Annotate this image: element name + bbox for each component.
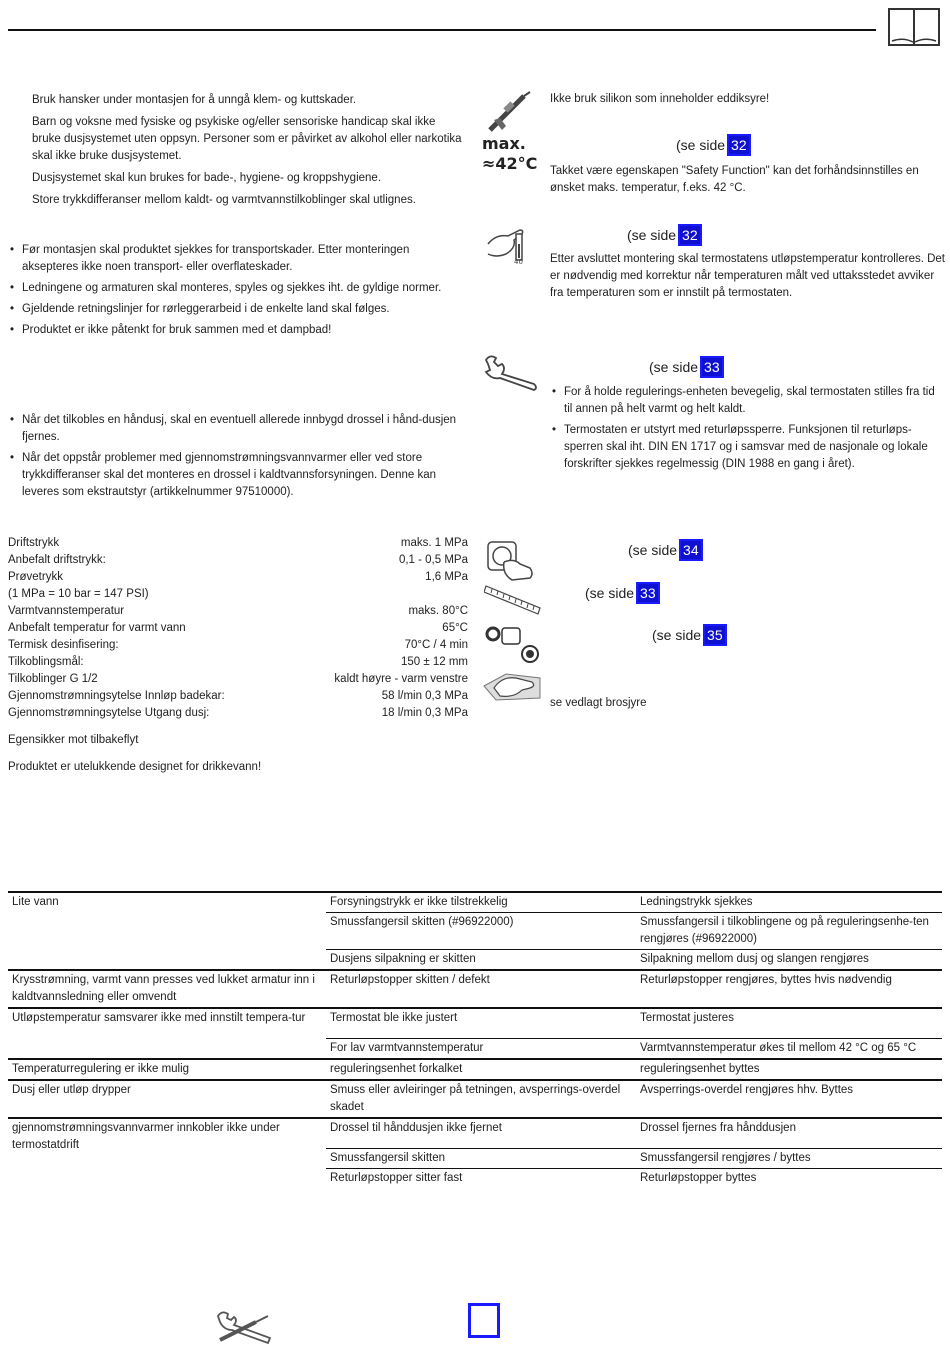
cause-cell: For lav varmtvannstemperatur (326, 1039, 636, 1060)
spec-value: 65°C (442, 622, 468, 634)
safety-item: Barn og voksne med fysiske og psykiske og/eller sensoriske handicap skal ikke bruke dusjsystemet uten oppsyn. Personer som er påvirket av alkohol eller narkotika skal ikke bruke dusjsystemet. (32, 116, 462, 162)
page-marker-box (468, 1303, 500, 1338)
spec-value: 0,1 - 0,5 MPa (398, 554, 468, 566)
remedy-cell: reguleringsenhet byttes (640, 1063, 760, 1075)
spec-row (8, 586, 468, 603)
spec-label: (1 MPa = 10 bar = 147 PSI) (8, 588, 149, 600)
table-row (8, 1080, 942, 1118)
safety-function-text: Takket være egenskapen "Safety Function" kan det forhåndsinnstilles en ønsket maks. temperatur, f.eks. 42 °C. (550, 165, 919, 194)
remedy-cell: Termostat justeres (640, 1012, 734, 1024)
throttle-item: • Når det oppstår problemer med gjennomstrømningsvannvarmer eller ved store trykkdifferanser skal det monteres en drossel i kaldtvannsforsyningen. Denne kan leveres som ekstrautstyr (artikkelnummer 97510000). (8, 450, 463, 501)
see-page-text: (se side (649, 359, 699, 375)
dimensions-page-ref (585, 582, 660, 604)
spec-row (8, 535, 468, 552)
page-link-handle[interactable]: 34 (679, 539, 703, 561)
cause-cell: Returløpstopper skitten / defekt (330, 974, 490, 986)
throttle-item: • Når det tilkobles en håndusj, skal en eventuell allerede innbygd drossel i hånd-dusjen fjernes. (8, 412, 463, 446)
max-label: max. (482, 134, 526, 153)
table-row (8, 970, 942, 1008)
maintenance-list (550, 384, 945, 477)
see-page-text: (se side (585, 585, 635, 601)
throttle-list (8, 412, 463, 505)
spec-value: 1,6 MPa (425, 571, 468, 583)
problem-cell: Dusj eller utløp drypper (12, 1084, 131, 1096)
safety-section (32, 92, 462, 209)
see-page-text: (se side (628, 542, 678, 558)
silicone-gun-icon (484, 90, 532, 134)
thermometer-hand-icon (486, 220, 536, 264)
spec-label: Varmtvannstemperatur (8, 605, 125, 617)
table-row (8, 1059, 942, 1080)
spec-row (8, 688, 468, 705)
table-row (8, 1008, 942, 1039)
wrench-icon (482, 352, 542, 392)
svg-text:40: 40 (514, 258, 523, 264)
mounting-item: • Produktet er ikke påtenkt for bruk sammen med et dampbad! (8, 322, 458, 339)
backflow-note: Egensikker mot tilbakeflyt (8, 734, 139, 746)
see-page-text: (se side (627, 227, 677, 243)
spec-table (8, 535, 468, 722)
spec-row (8, 705, 468, 722)
spec-row (8, 603, 468, 620)
spare-parts-ruler-icon (484, 582, 542, 622)
page-link-dimensions[interactable]: 33 (636, 582, 660, 604)
cleaning-hand-icon (482, 668, 542, 702)
spec-label: Termisk desinfisering: (8, 639, 119, 651)
maintenance-item: • Termostaten er utstyrt med returløpssperre. Funksjonen til returløps-sperren skal iht. DIN EN 1717 og i samsvar med de nasjonale og lokale forskrifter sjekkes regelmessig (DIN 1988 en gang i året). (550, 422, 945, 473)
max-temp-value: ≈42°C (482, 154, 538, 173)
cause-cell: Termostat ble ikke justert (330, 1012, 458, 1024)
safety-page-ref (676, 134, 751, 156)
see-page-text: (se side (652, 627, 702, 643)
remedy-cell: Varmtvannstemperatur økes til mellom 42 °C og 65 °C (636, 1039, 942, 1060)
remedy-cell: Drossel fjernes fra hånddusjen (640, 1122, 796, 1134)
spec-label: Anbefalt temperatur for varmt vann (8, 622, 186, 634)
spec-value: kaldt høyre - varm venstre (334, 673, 468, 685)
spare-parts-page-ref (652, 624, 727, 646)
calibration-text: Etter avsluttet montering skal termostatens utløpstemperatur kontrolleres. Det er nødvendig med korrektur når temperaturen målt ved uttaksstedet avviker fra temperaturen som er innstilt på termostaten. (550, 253, 945, 299)
spec-row (8, 637, 468, 654)
spec-value: 58 l/min 0,3 MPa (381, 690, 468, 702)
table-row (8, 1118, 942, 1149)
thermostat-knob-icon (486, 538, 536, 582)
cause-cell: Dusjens silpakning er skitten (326, 950, 636, 971)
spec-value: 70°C / 4 min (404, 639, 468, 651)
spec-value: maks. 1 MPa (400, 537, 468, 549)
handle-page-ref (628, 539, 703, 561)
drinking-water-note: Produktet er utelukkende designet for drikkevann! (8, 761, 262, 773)
cause-cell: Smussfangersil skitten (#96922000) (326, 913, 636, 950)
maintenance-page-ref (649, 356, 724, 378)
calibration-page-ref (627, 224, 702, 246)
cause-cell: reguleringsenhet forkalket (330, 1063, 463, 1075)
cause-cell: Drossel til hånddusjen ikke fjernet (330, 1122, 502, 1134)
spec-row (8, 569, 468, 586)
silicone-warning: Ikke bruk silikon som inneholder eddiksyre! (550, 93, 770, 105)
problem-cell: Lite vann (12, 896, 59, 908)
table-row (8, 892, 942, 913)
troubleshooting-table (8, 891, 942, 1188)
problem-cell: Krysstrømning, varmt vann presses ved lukket armatur inn i kaldtvannsledning eller omvendt (12, 974, 315, 1003)
problem-cell: Temperaturregulering er ikke mulig (12, 1063, 190, 1075)
spec-row (8, 552, 468, 569)
cause-cell: Forsyningstrykk er ikke tilstrekkelig (330, 896, 508, 908)
spec-label: Prøvetrykk (8, 571, 63, 583)
see-page-text: (se side (676, 137, 726, 153)
mounting-item: • Gjeldende retningslinjer for rørleggerarbeid i de enkelte land skal følges. (8, 301, 458, 318)
book-icon (888, 8, 940, 46)
maintenance-item: • For å holde regulerings-enheten bevegelig, skal termostaten stilles fra tid til annen på helt varmt og helt kaldt. (550, 384, 945, 418)
mounting-item: • Før montasjen skal produktet sjekkes for transportskader. Etter monteringen aksepteres ikke noen transport- eller overflateskader. (8, 242, 458, 276)
safety-item: Store trykkdifferanser mellom kaldt- og varmtvannstilkoblinger skal utlignes. (32, 194, 416, 206)
mounting-list (8, 242, 458, 343)
brochure-note: se vedlagt brosjyre (550, 697, 647, 709)
remedy-cell: Ledningstrykk sjekkes (640, 896, 753, 908)
page-link-maintenance[interactable]: 33 (700, 356, 724, 378)
spec-value: maks. 80°C (408, 605, 468, 617)
page-link-calibration[interactable]: 32 (678, 224, 702, 246)
spec-label: Driftstrykk (8, 537, 60, 549)
remedy-cell: Returløpstopper rengjøres, byttes hvis nødvendig (640, 974, 892, 986)
max-temp-icon (482, 134, 537, 174)
spec-value: 18 l/min 0,3 MPa (381, 707, 468, 719)
remedy-cell: Smussfangersil rengjøres / byttes (636, 1149, 942, 1169)
problem-cell: Utløpstemperatur samsvarer ikke med innstilt tempera-tur (12, 1012, 306, 1024)
spec-row (8, 671, 468, 688)
spec-row (8, 654, 468, 671)
remedy-cell: Smussfangersil i tilkoblingene og på reguleringsenhe-ten rengjøres (#96922000) (636, 913, 942, 950)
header-rule (8, 29, 876, 31)
cause-cell: Smuss eller avleiringer på tetningen, avsperrings-overdel skadet (330, 1084, 621, 1113)
mounting-item: • Ledningene og armaturen skal monteres, spyles og sjekkes iht. de gyldige normer. (8, 280, 458, 297)
spec-label: Gjennomstrømningsytelse Utgang dusj: (8, 707, 210, 719)
safety-item: Bruk hansker under montasjen for å unngå klem- og kuttskader. (32, 94, 357, 106)
spec-label: Tilkoblingsmål: (8, 656, 84, 668)
spec-label: Anbefalt driftstrykk: (8, 554, 106, 566)
remedy-cell: Silpakning mellom dusj og slangen rengjøres (636, 950, 942, 971)
tools-icon (216, 1308, 274, 1346)
page-link-spare-parts[interactable]: 35 (703, 624, 727, 646)
problem-cell: gjennomstrømningsvannvarmer innkobler ikke under termostatdrift (12, 1122, 280, 1151)
safety-item: Dusjsystemet skal kun brukes for bade-, hygiene- og kroppshygiene. (32, 172, 382, 184)
parts-rings-icon (484, 620, 542, 664)
remedy-cell: Avsperrings-overdel rengjøres hhv. Byttes (640, 1084, 854, 1096)
spec-label: Tilkoblinger G 1/2 (8, 673, 98, 685)
cause-cell: Returløpstopper sitter fast (326, 1169, 636, 1189)
spec-row (8, 620, 468, 637)
spec-value: 150 ± 12 mm (400, 656, 468, 668)
cause-cell: Smussfangersil skitten (326, 1149, 636, 1169)
spec-label: Gjennomstrømningsytelse Innløp badekar: (8, 690, 225, 702)
page-link-safety[interactable]: 32 (727, 134, 751, 156)
remedy-cell: Returløpstopper byttes (636, 1169, 942, 1189)
